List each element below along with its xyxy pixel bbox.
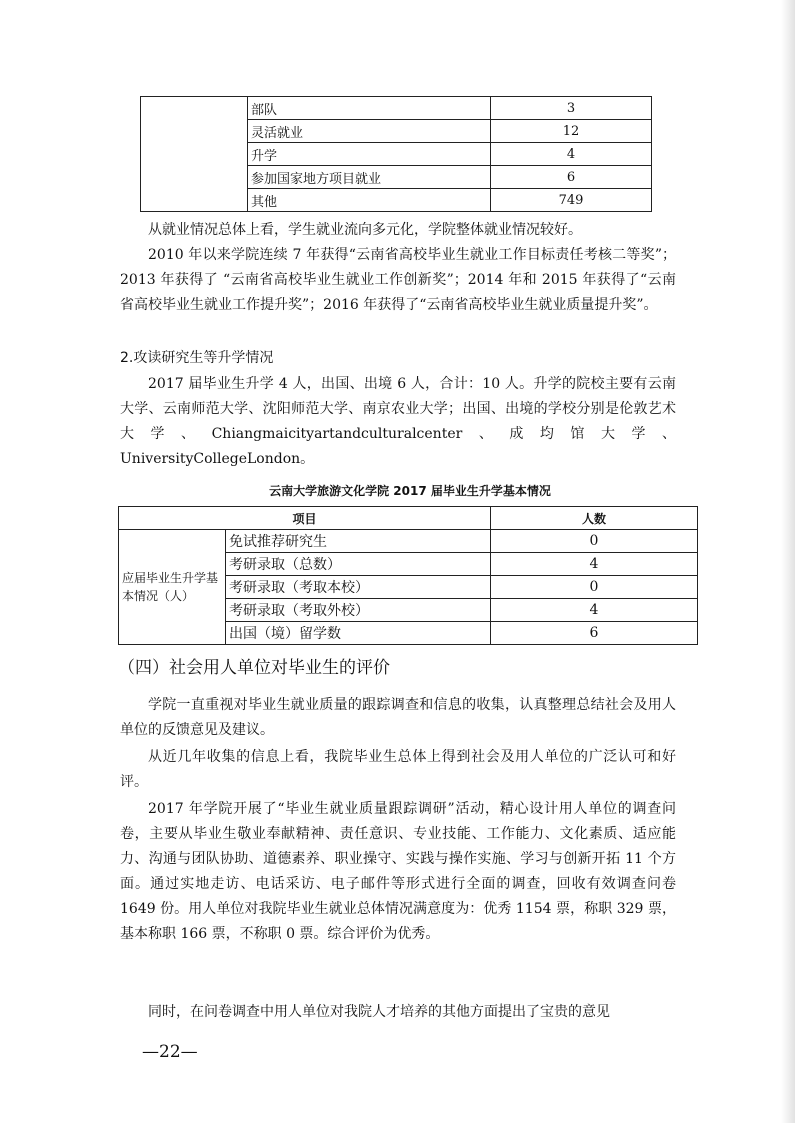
employment-table bbox=[140, 96, 652, 212]
table-cell-value: 749 bbox=[491, 189, 652, 212]
table-cell-label: 参加国家地方项目就业 bbox=[248, 166, 491, 189]
paragraph-employment-summary: 从就业情况总体上看，学生就业流向多元化，学院整体就业情况较好。 bbox=[148, 222, 582, 238]
table-cell-label: 升学 bbox=[248, 143, 491, 166]
table-group-cell bbox=[141, 97, 248, 212]
paragraph-recognition: 从近几年收集的信息上看，我院毕业生总体上得到社会及用人单位的广泛认可和好评。 bbox=[120, 749, 676, 790]
table-cell-value: 4 bbox=[491, 143, 652, 166]
section-title: （四）社会用人单位对毕业生的评价 bbox=[118, 658, 390, 678]
table-header-item: 项目 bbox=[119, 507, 491, 530]
table-cell-value: 4 bbox=[491, 599, 698, 622]
table-cell-value: 0 bbox=[491, 576, 698, 599]
table-cell-value: 12 bbox=[491, 120, 652, 143]
paragraph-opinions: 同时，在问卷调查中用人单位对我院人才培养的其他方面提出了宝贵的意见 bbox=[148, 1004, 610, 1020]
paragraph-awards: 2010 年以来学院连续 7 年获得“云南省高校毕业生就业工作目标责任考核二等奖”；2013 年获得了 “云南省高校毕业生就业工作创新奖”；2014 年和 2015 年获得了“云南省高校毕业生就业工作提升奖”；2016 年获得了“云南省高校毕业生就业质量提升奖”。 bbox=[120, 247, 676, 313]
table-cell-label: 灵活就业 bbox=[248, 120, 491, 143]
table-cell-label: 考研录取（考取本校） bbox=[226, 576, 491, 599]
table-caption: 云南大学旅游文化学院 2017 届毕业生升学基本情况 bbox=[269, 484, 551, 498]
table-group-label: 应届毕业生升学基本情况（人） bbox=[119, 530, 226, 645]
table-row bbox=[141, 97, 652, 120]
table-cell-label: 免试推荐研究生 bbox=[226, 530, 491, 553]
page-edge-shadow bbox=[781, 0, 795, 1123]
subheading-further-study: 2.攻读研究生等升学情况 bbox=[120, 350, 274, 366]
table-cell-label: 考研录取（总数） bbox=[226, 553, 491, 576]
table-cell-value: 0 bbox=[491, 530, 698, 553]
page-number: —22— bbox=[142, 1042, 198, 1062]
table-header-count: 人数 bbox=[491, 507, 698, 530]
table-cell-label: 部队 bbox=[248, 97, 491, 120]
table-cell-label: 出国（境）留学数 bbox=[226, 622, 491, 645]
table-cell-label: 考研录取（考取外校） bbox=[226, 599, 491, 622]
further-study-table bbox=[118, 506, 698, 645]
table-cell-value: 4 bbox=[491, 553, 698, 576]
paragraph-feedback-intro: 学院一直重视对毕业生就业质量的跟踪调查和信息的收集，认真整理总结社会及用人单位的反馈意见及建议。 bbox=[120, 697, 676, 738]
table-cell-value: 6 bbox=[491, 166, 652, 189]
paragraph-further-study: 2017 届毕业生升学 4 人，出国、出境 6 人，合计：10 人。升学的院校主要有云南大学、云南师范大学、沈阳师范大学、南京农业大学；出国、出境的学校分别是伦敦艺术大学、Chiangmaicityartandculturalcenter、成均馆大学、UniversityCollegeLondon。 bbox=[120, 376, 676, 467]
table-row bbox=[119, 530, 698, 553]
table-cell-value: 6 bbox=[491, 622, 698, 645]
table-cell-label: 其他 bbox=[248, 189, 491, 212]
table-header-row bbox=[119, 507, 698, 530]
paragraph-survey: 2017 年学院开展了“毕业生就业质量跟踪调研”活动，精心设计用人单位的调查问卷，主要从毕业生敬业奉献精神、责任意识、专业技能、工作能力、文化素质、适应能力、沟通与团队协助、道德素养、职业操守、实践与操作实施、学习与创新开拓 11 个方面。通过实地走访、电话采访、电子邮件等形式进行全面的调查，回收有效调查问卷 1649 份。用人单位对我院毕业生就业总体情况满意度为：优秀 1154 票，称职 329 票，基本称职 166 票，不称职 0 票。综合评价为优秀。 bbox=[120, 801, 676, 942]
table-cell-value: 3 bbox=[491, 97, 652, 120]
